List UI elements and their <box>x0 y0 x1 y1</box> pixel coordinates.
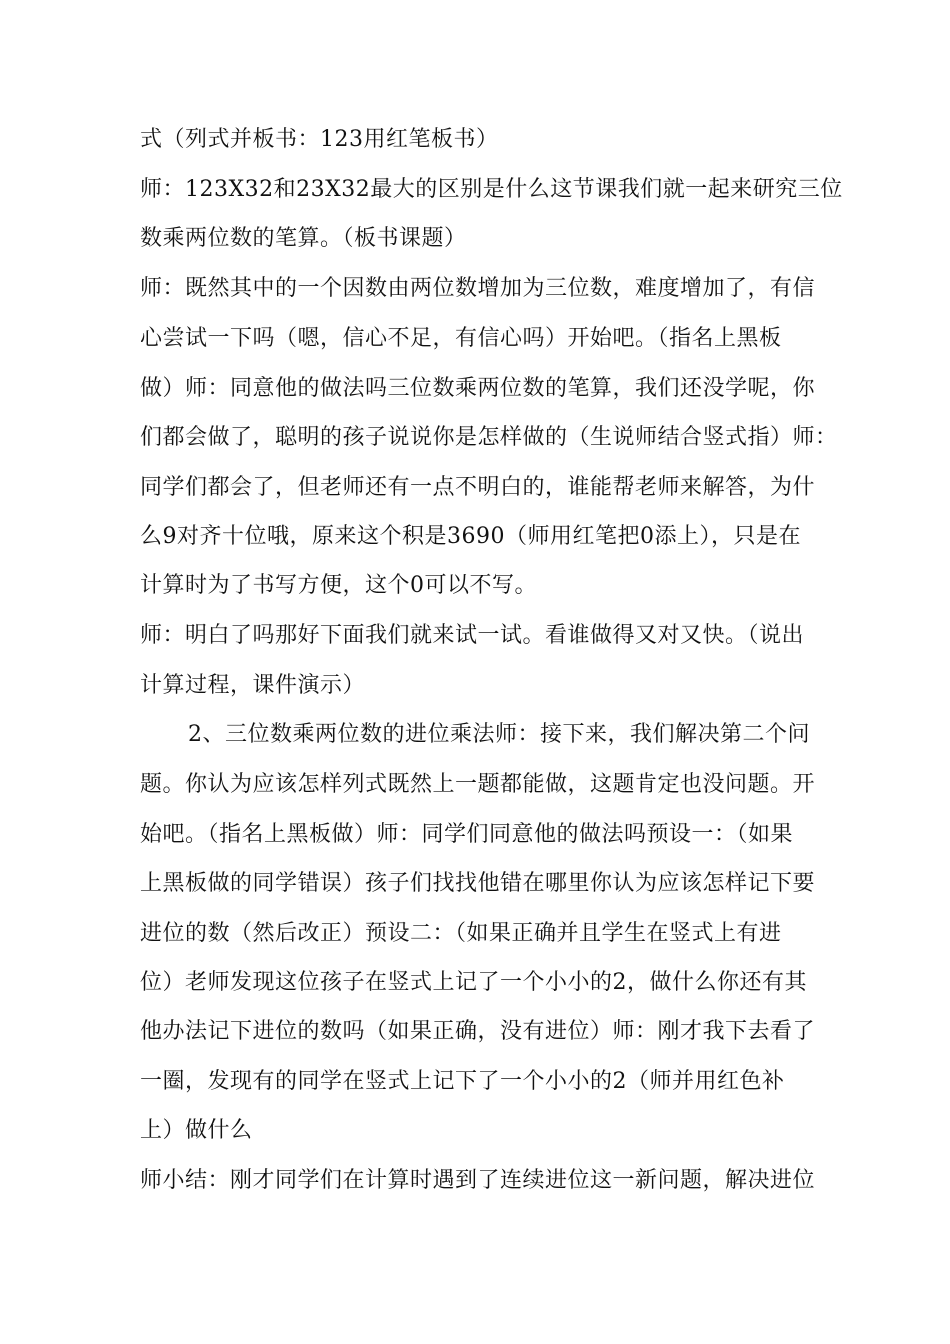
text-line: 一圈，发现有的同学在竖式上记下了一个小小的2（师并用红色补 <box>140 1069 785 1094</box>
text-line: 师：既然其中的一个因数由两位数增加为三位数，难度增加了，有信 <box>140 276 816 301</box>
text-line: 始吧。（指名上黑板做）师：同学们同意他的做法吗预设一：（如果 <box>140 822 794 847</box>
text-line: 师：123X32和23X32最大的区别是什么这节课我们就一起来研究三位 <box>140 177 843 202</box>
text-line: 2、三位数乘两位数的进位乘法师：接下来，我们解决第二个问 <box>188 722 810 747</box>
text-line: 数乘两位数的笔算。（板书课题） <box>140 226 467 251</box>
text-line: 么9对齐十位哦，原来这个积是3690（师用红笔把0添上），只是在 <box>140 524 801 549</box>
text-line: 计算过程，课件演示） <box>140 673 366 698</box>
text-line: 师小结：刚才同学们在计算时遇到了连续进位这一新问题，解决进位 <box>140 1168 816 1193</box>
text-line: 位）老师发现这位孩子在竖式上记了一个小小的2，做什么你还有其 <box>140 970 807 995</box>
text-line: 做）师：同意他的做法吗三位数乘两位数的笔算，我们还没学呢，你 <box>140 376 816 401</box>
text-line: 题。你认为应该怎样列式既然上一题都能做，这题肯定也没问题。开 <box>140 772 816 797</box>
text-line: 他办法记下进位的数吗（如果正确，没有进位）师：刚才我下去看了 <box>140 1019 816 1044</box>
text-line: 式（列式并板书：123用红笔板书） <box>140 127 499 152</box>
text-line: 同学们都会了，但老师还有一点不明白的，谁能帮老师来解答，为什 <box>140 475 816 500</box>
text-line: 们都会做了，聪明的孩子说说你是怎样做的（生说师结合竖式指）师： <box>140 425 838 450</box>
text-line: 计算时为了书写方便，这个0可以不写。 <box>140 573 537 598</box>
text-line: 心尝试一下吗（嗯，信心不足，有信心吗）开始吧。（指名上黑板 <box>140 326 782 351</box>
text-line: 师：明白了吗那好下面我们就来试一试。看谁做得又对又快。（说出 <box>140 623 805 648</box>
text-line: 上）做什么 <box>140 1118 253 1143</box>
text-line: 上黑板做的同学错误）孩子们找找他错在哪里你认为应该怎样记下要 <box>140 871 816 896</box>
text-line: 进位的数（然后改正）预设二：（如果正确并且学生在竖式上有进 <box>140 921 782 946</box>
